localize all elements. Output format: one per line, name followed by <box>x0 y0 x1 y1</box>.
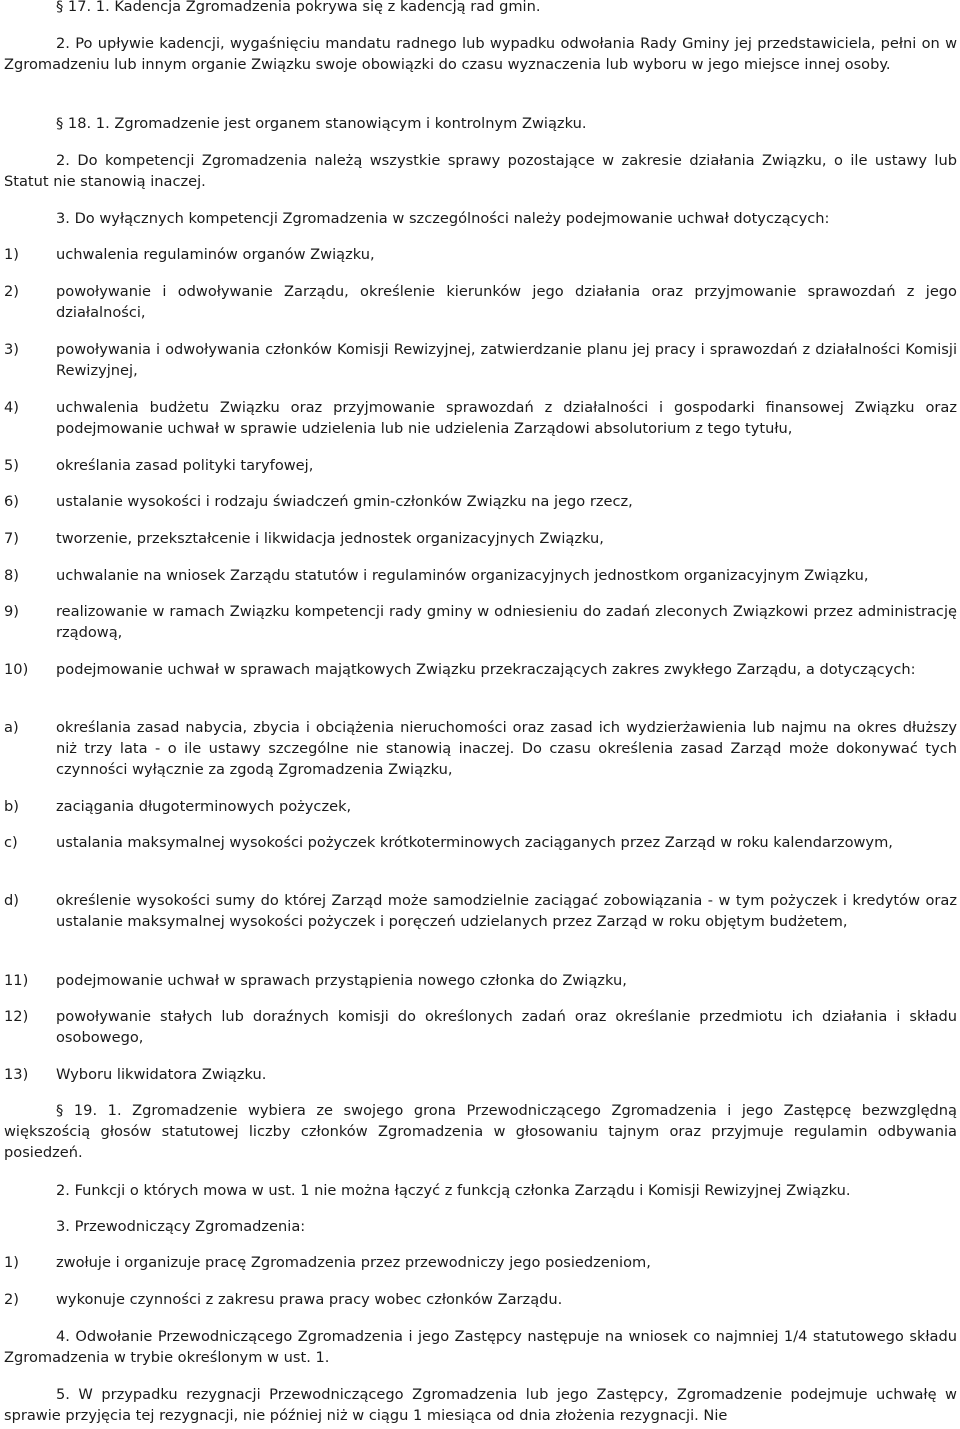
list-item-text: wykonuje czynności z zakresu prawa pracy wobec członków Zarządu. <box>56 1291 563 1308</box>
list-item <box>4 1006 957 1048</box>
list-item <box>4 281 957 323</box>
list-item <box>4 1252 957 1273</box>
paragraph-19-5: 5. W przypadku rezygnacji Przewodniczącego Zgromadzenia lub jego Zastępcy, Zgromadzenie podejmuje uchwałę w sprawie przyjęcia tej rezygnacji, nie później niż w ciągu 1 miesiąca od dnia złożenia rezygnacji. Nie <box>4 1386 957 1424</box>
list-item <box>4 1289 957 1310</box>
list-item-number: 11) <box>4 972 29 989</box>
paragraph-17-1: § 17. 1. Kadencja Zgromadzenia pokrywa się z kadencją rad gmin. <box>56 0 541 15</box>
paragraph-19-3: 3. Przewodniczący Zgromadzenia: <box>56 1218 306 1235</box>
paragraph-18-3: 3. Do wyłącznych kompetencji Zgromadzenia w szczególności należy podejmowanie uchwał dotyczących: <box>56 210 830 227</box>
list-item-number: 7) <box>4 530 19 547</box>
list-item-number: a) <box>4 719 19 736</box>
list-item-number: 9) <box>4 603 19 620</box>
list-item-number: 13) <box>4 1066 29 1083</box>
list-item <box>4 491 957 512</box>
list-item-number: b) <box>4 798 19 815</box>
list-item-number: 10) <box>4 661 29 678</box>
list-item <box>4 528 957 549</box>
list-item <box>4 565 957 586</box>
list-item-text: powoływanie stałych lub doraźnych komisji do określonych zadań oraz określanie przedmiotu ich działania i składu osobowego, <box>56 1008 957 1046</box>
list-item <box>4 601 957 643</box>
list-item-text: podejmowanie uchwał w sprawach przystąpienia nowego członka do Związku, <box>56 972 627 989</box>
list-item <box>4 244 957 265</box>
paragraph-18-1: § 18. 1. Zgromadzenie jest organem stanowiącym i kontrolnym Związku. <box>56 115 587 132</box>
list-item-text: powoływania i odwoływania członków Komisji Rewizyjnej, zatwierdzanie planu jej pracy i sprawozdań z działalności Komisji Rewizyjnej, <box>56 341 957 379</box>
list-item-text: uchwalanie na wniosek Zarządu statutów i regulaminów organizacyjnych jednostkom organizacyjnym Związku, <box>56 567 869 584</box>
list-item-text: uchwalenia regulaminów organów Związku, <box>56 246 375 263</box>
paragraph-19-1: § 19. 1. Zgromadzenie wybiera ze swojego grona Przewodniczącego Zgromadzenia i jego Zastępcę bezwzględną większością głosów statutowej liczby członków Zgromadzenia w głosowaniu tajnym oraz przyjmuje regulamin odbywania posiedzeń. <box>4 1102 957 1161</box>
list-item <box>4 717 957 780</box>
list-item-number: 1) <box>4 246 19 263</box>
list-item-text: Wyboru likwidatora Związku. <box>56 1066 267 1083</box>
list-item <box>4 1064 957 1085</box>
list-item <box>4 832 957 853</box>
list-item-number: d) <box>4 892 19 909</box>
list-item-number: 4) <box>4 399 19 416</box>
list-item-number: 12) <box>4 1008 29 1025</box>
list-item-text: tworzenie, przekształcenie i likwidacja jednostek organizacyjnych Związku, <box>56 530 604 547</box>
list-item-number: 3) <box>4 341 19 358</box>
list-item <box>4 970 957 991</box>
paragraph-19-4: 4. Odwołanie Przewodniczącego Zgromadzenia i jego Zastępcy następuje na wniosek co najmniej 1/4 statutowego składu Zgromadzenia w trybie określonym w ust. 1. <box>4 1328 957 1366</box>
list-item-number: 2) <box>4 1291 19 1308</box>
list-item-number: 8) <box>4 567 19 584</box>
paragraph-19-2: 2. Funkcji o których mowa w ust. 1 nie można łączyć z funkcją członka Zarządu i Komisji Rewizyjnej Związku. <box>56 1182 851 1199</box>
list-item-text: określania zasad polityki taryfowej, <box>56 457 314 474</box>
list-item-text: ustalanie wysokości i rodzaju świadczeń gmin-członków Związku na jego rzecz, <box>56 493 633 510</box>
list-item-text: uchwalenia budżetu Związku oraz przyjmowanie sprawozdań z działalności i gospodarki finansowej Związku oraz podejmowanie uchwał w sprawie udzielenia lub nie udzielenia Zarządowi absolutorium z tego tytułu, <box>56 399 957 437</box>
list-item-text: ustalania maksymalnej wysokości pożyczek krótkoterminowych zaciąganych przez Zarząd w roku kalendarzowym, <box>56 834 893 851</box>
paragraph-17-2: 2. Po upływie kadencji, wygaśnięciu mandatu radnego lub wypadku odwołania Rady Gminy jej przedstawiciela, pełni on w Zgromadzeniu lub innym organie Związku swoje obowiązki do czasu wyznaczenia lub wyboru w jego miejsce innej osoby. <box>4 35 957 73</box>
list-item <box>4 796 957 817</box>
list-item-text: realizowanie w ramach Związku kompetencji rady gminy w odniesieniu do zadań zleconych Związkowi przez administrację rządową, <box>56 603 957 641</box>
list-item <box>4 397 957 439</box>
list-item <box>4 339 957 381</box>
list-item-number: c) <box>4 834 18 851</box>
list-item-number: 5) <box>4 457 19 474</box>
list-item-text: określania zasad nabycia, zbycia i obciążenia nieruchomości oraz zasad ich wydzierżawienia lub najmu na okres dłuższy niż trzy lata - o ile ustawy szczególne nie stanowią inaczej. Do czasu określenia zasad Zarząd może dokonywać tych czynności wyłącznie za zgodą Zgromadzenia Związku, <box>56 719 957 778</box>
list-item-text: powoływanie i odwoływanie Zarządu, określenie kierunków jego działania oraz przyjmowanie sprawozdań z jego działalności, <box>56 283 957 321</box>
list-item-text: zaciągania długoterminowych pożyczek, <box>56 798 352 815</box>
list-item <box>4 455 957 476</box>
list-item-text: podejmowanie uchwał w sprawach majątkowych Związku przekraczających zakres zwykłego Zarządu, a dotyczących: <box>56 661 916 678</box>
list-item-text: określenie wysokości sumy do której Zarząd może samodzielnie zaciągać zobowiązania - w tym pożyczek i kredytów oraz ustalanie maksymalnej wysokości pożyczek i poręczeń udzielanych przez Zarząd w roku objętym budżetem, <box>56 892 957 930</box>
list-item-number: 1) <box>4 1254 19 1271</box>
list-item-text: zwołuje i organizuje pracę Zgromadzenia przez przewodniczy jego posiedzeniom, <box>56 1254 651 1271</box>
list-item <box>4 659 957 680</box>
list-item-number: 2) <box>4 283 19 300</box>
paragraph-18-2: 2. Do kompetencji Zgromadzenia należą wszystkie sprawy pozostające w zakresie działania Związku, o ile ustawy lub Statut nie stanowią inaczej. <box>4 152 957 190</box>
list-item-number: 6) <box>4 493 19 510</box>
list-item <box>4 890 957 932</box>
